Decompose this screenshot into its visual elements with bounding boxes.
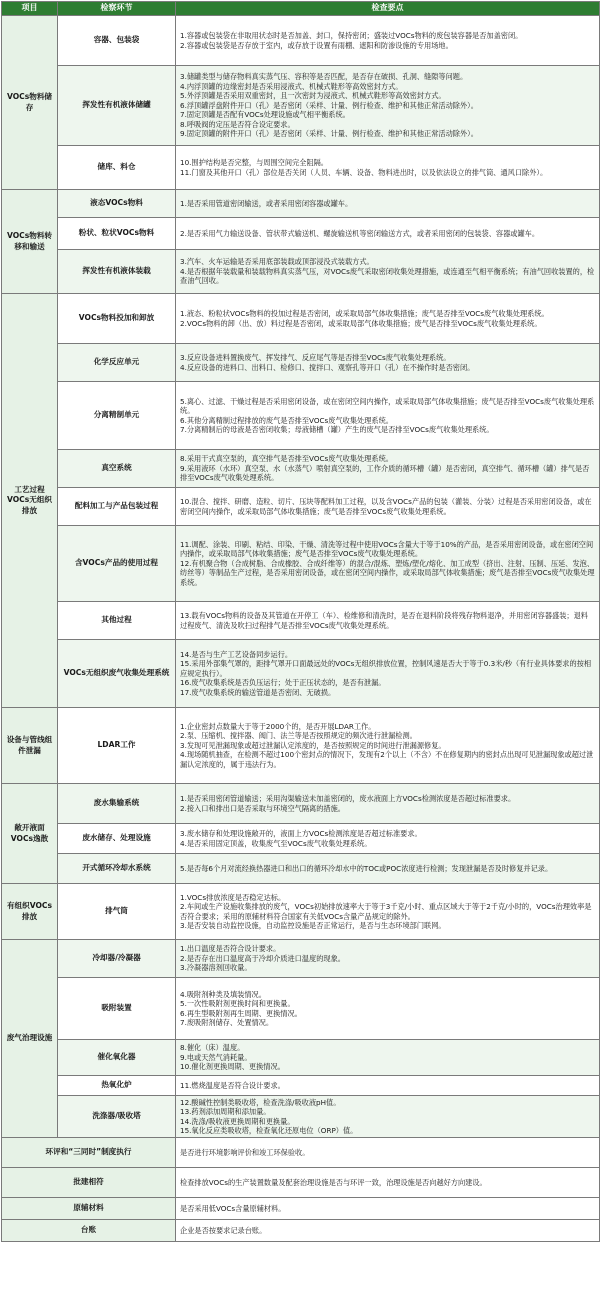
table-row (2, 978, 600, 1040)
category-cell: 有组织VOCs排放 (2, 884, 58, 940)
check-point-text: 2.泵、压缩机、搅拌器、阀门、法兰等是否按照规定的频次进行泄漏检测。 (180, 731, 417, 741)
table-row (2, 1096, 600, 1138)
check-points-cell (176, 940, 600, 978)
check-point-text: 2.是否存在出口温度高于冷却介质进口温度的现象。 (180, 953, 345, 963)
table-header-row (2, 2, 600, 16)
header-points: 检查要点 (176, 2, 600, 16)
check-point-text: 10.混合、搅拌、研磨、造粒、切片、压块等配料加工过程，以及含VOCs产品的包装（灌装、分装）过程是否采用密闭设备，或在密闭空间内操作，或采取局部气体收集措施；废气是否排至VOCs废气收集处理系统。 (180, 497, 592, 516)
table-row (2, 526, 600, 602)
check-points-cell (176, 1076, 600, 1096)
check-point-text: 6.浮顶罐浮盘附件开口（孔）是否密闭（采样、计量、例行检查、维护和其他正常活动除外）。 (180, 100, 478, 110)
check-point-text: 9.电或天然气消耗量。 (180, 1052, 252, 1062)
check-point-text: 8.采用干式真空泵的，真空排气是否排至VOCs废气收集处理系统。 (180, 454, 393, 464)
check-point-text: 11.门窗及其他开口（孔）部位是否关闭（人员、车辆、设备、物料进出时，以及依法设立的排气筒、通风口除外）。 (180, 167, 548, 177)
section-cell: 废水集输系统 (58, 784, 176, 824)
check-point-text: 1.出口温度是否符合设计要求。 (180, 944, 281, 954)
section-cell: VOCs物料投加和卸放 (58, 294, 176, 344)
table-row (2, 218, 600, 250)
check-points-cell (176, 1220, 600, 1242)
header-item: 项目 (2, 2, 58, 16)
footer-section-cell: 批建相符 (2, 1168, 176, 1198)
check-points-cell (176, 1168, 600, 1198)
check-point-text: 4.是否根据年装载量和装载物料真实蒸气压，对VOCs废气采取密闭收集处理措施，或连通至气相平衡系统；有油气回收装置的，检查油气回收。 (180, 266, 595, 286)
check-points-cell (176, 294, 600, 344)
check-point-text: 12.有机聚合物（合成树脂、合成橡胶、合成纤维等）的混合/混炼、塑炼/塑化/熔化、加工成型（挤出、注射、压制、压延、发泡、纺丝等）等制品生产过程，是否采用密闭设备，或在密闭空间内操作，或采取局部气体收集措施；废气是否排至VOCs废气收集处理系统。 (180, 558, 595, 587)
section-cell: 挥发性有机液体储罐 (58, 66, 176, 146)
check-points-cell (176, 16, 600, 66)
check-point-text: 3.汽车、火车运输是否采用底部装载或顶部浸没式装载方式。 (180, 257, 374, 267)
table-row (2, 344, 600, 382)
check-points-cell (176, 784, 600, 824)
check-point-text: 5.外浮顶罐是否采用双重密封，且一次密封为浸液式、机械式鞋形等高效密封方式。 (180, 91, 446, 101)
check-point-text: 6.其他分离精制过程排放的废气是否排至VOCs废气收集处理系统。 (180, 415, 393, 425)
table-row (2, 1168, 600, 1198)
section-cell: LDAR工作 (58, 708, 176, 784)
table-row (2, 884, 600, 940)
section-cell: 热氧化炉 (58, 1076, 176, 1096)
check-point-text: 4.吸附剂种类及填装情况。 (180, 989, 266, 999)
table-row (2, 250, 600, 294)
section-cell: 排气筒 (58, 884, 176, 940)
table-row (2, 450, 600, 488)
check-point-text: 10.围护结构是否完整，与周围空间完全阻隔。 (180, 158, 328, 167)
check-point-text: 15.氧化反应类吸收塔，检查氧化还原电位（ORP）值。 (180, 1126, 358, 1135)
table-row (2, 708, 600, 784)
table-body (2, 16, 600, 1242)
section-cell: 容器、包装袋 (58, 16, 176, 66)
check-point-text: 6.再生型吸附剂再生周期、更换情况。 (180, 1008, 302, 1018)
check-point-text: 16.废气收集系统是否负压运行；处于正压状态的，是否有泄漏。 (180, 678, 386, 688)
table-row (2, 940, 600, 978)
check-point-text: 是否采用低VOCs含量原辅材料。 (180, 1203, 286, 1213)
section-cell: 液态VOCs物料 (58, 190, 176, 218)
check-points-cell (176, 344, 600, 382)
check-points-cell (176, 854, 600, 884)
table-row (2, 1138, 600, 1168)
check-point-text: 检查排放VOCs的生产装置数量及配套治理设施是否与环评一致，治理设施是否向越好方向建设。 (180, 1177, 487, 1187)
check-points-cell (176, 1198, 600, 1220)
check-point-text: 企业是否按要求记录台账。 (180, 1225, 267, 1235)
section-cell: 配料加工与产品包装过程 (58, 488, 176, 526)
check-point-text: 5.一次性吸附剂更换时间和更换量。 (180, 999, 295, 1008)
check-point-text: 11.调配、涂装、印刷、粘结、印染、干燥、清洗等过程中使用VOCs含量大于等于10%的产品，是否采用密闭设备，或在密闭空间内操作，或采取局部气体收集措施；废气是否排至VOCs废气收集处理系统。 (180, 539, 594, 559)
check-point-text: 2.VOCs物料的卸（出、放）料过程是否密闭，或采取局部气体收集措施；废气是否排至VOCs废气收集处理系统。 (180, 318, 542, 328)
header-section: 检察环节 (58, 2, 176, 16)
check-point-text: 2.接入口和排出口是否采取与环境空气隔离的措施。 (180, 803, 345, 813)
check-point-text: 7.分离精制后的母液是否密闭收集；母液储槽（罐）产生的废气是否排至VOCs废气收集处理系统。 (180, 425, 494, 434)
check-points-cell (176, 488, 600, 526)
check-point-text: 13.载有VOCs物料的设备及其管道在开停工（车）、检维修和清洗时，是否在退料阶段将残存物料退净，并用密闭容器盛装；退料过程废气、清洗及吹扫过程排气是否排至VOCs废气收集处理系统。 (180, 611, 588, 630)
section-cell: 含VOCs产品的使用过程 (58, 526, 176, 602)
check-points-cell (176, 1040, 600, 1076)
table-row (2, 382, 600, 450)
check-points-cell (176, 708, 600, 784)
section-cell: 催化氧化器 (58, 1040, 176, 1076)
check-point-text: 3.废水储存和处理设施敞开的，液面上方VOCs检测浓度是否超过标准要求。 (180, 829, 422, 838)
check-point-text: 4.是否采用固定顶盖，收集废气至VOCs废气收集处理系统。 (180, 838, 372, 848)
section-cell: 冷却器/冷凝器 (58, 940, 176, 978)
check-points-cell (176, 526, 600, 602)
section-cell: 废水储存、处理设施 (58, 824, 176, 854)
table-row (2, 488, 600, 526)
check-point-text: 5.是否每6个月对流经换热器进口和出口的循环冷却水中的TOC或POC浓度进行检测；发现泄漏是否及时修复并记录。 (180, 863, 553, 873)
section-cell: 挥发性有机液体装载 (58, 250, 176, 294)
check-points-cell (176, 250, 600, 294)
table-row (2, 640, 600, 708)
footer-section-cell: 环评和“三同时”制度执行 (2, 1138, 176, 1168)
check-point-text: 12.酸碱性控制类吸收塔，检查洗涤/吸收液pH值。 (180, 1097, 341, 1107)
section-cell: 化学反应单元 (58, 344, 176, 382)
section-cell: 吸附装置 (58, 978, 176, 1040)
check-point-text: 9.采用液环（水环）真空泵、水（水蒸气）喷射真空泵的，工作介质的循环槽（罐）是否密闭，真空排气、循环槽（罐）排气是否排至VOCs废气收集处理系统。 (180, 463, 590, 483)
check-point-text: 1.容器或包装袋在非取用状态时是否加盖、封口，保持密闭；盛装过VOCs物料的废包装容器是否加盖密闭。 (180, 31, 523, 40)
table-row (2, 824, 600, 854)
check-points-cell (176, 218, 600, 250)
check-point-text: 1.企业密封点数量大于等于2000个的，是否开展LDAR工作。 (180, 721, 376, 731)
table-row (2, 784, 600, 824)
check-points-cell (176, 190, 600, 218)
section-cell: 分离精制单元 (58, 382, 176, 450)
category-cell: 工艺过程VOCs无组织排放 (2, 294, 58, 708)
table-row (2, 294, 600, 344)
check-point-text: 13.药剂添加周期和添加量。 (180, 1107, 271, 1116)
check-points-cell (176, 66, 600, 146)
table-row (2, 16, 600, 66)
section-cell: 开式循环冷却水系统 (58, 854, 176, 884)
table-row (2, 854, 600, 884)
check-points-cell (176, 978, 600, 1040)
check-point-text: 10.催化剂更换周期、更换情况。 (180, 1062, 285, 1072)
table-row (2, 602, 600, 640)
check-point-text: 14.是否与生产工艺设备同步运行。 (180, 649, 293, 659)
check-point-text: 5.离心、过滤、干燥过程是否采用密闭设备，或在密闭空间内操作，或采取局部气体收集措施；废气是否排至VOCs废气收集处理系统。 (180, 396, 595, 415)
check-point-text: 3.反应设备进料置换废气、挥发排气、反应尾气等是否排至VOCs废气收集处理系统。 (180, 353, 451, 362)
table-row (2, 146, 600, 190)
category-cell: VOCs物料储存 (2, 16, 58, 190)
table-row (2, 1040, 600, 1076)
table-row (2, 1198, 600, 1220)
check-point-text: 9.固定顶罐的附件开口（孔）是否密闭（采样、计量、例行检查、维护和其他正常活动除外）。 (180, 129, 478, 139)
check-point-text: 7.废吸附剂储存、处置情况。 (180, 1018, 274, 1027)
check-point-text: 3.储罐类型与储存物料真实蒸气压、容积等是否匹配，是否存在破损、孔洞、缝隙等问题。 (180, 72, 468, 82)
section-cell: 储库、料仓 (58, 146, 176, 190)
check-point-text: 1.VOCs排放浓度是否稳定达标。 (180, 892, 286, 902)
check-points-cell (176, 1096, 600, 1138)
check-point-text: 7.固定顶罐是否配有VOCs处理设施或气相平衡系统。 (180, 110, 350, 120)
check-point-text: 2.容器或包装袋是否存放于室内，或存放于设置有雨棚、遮阳和防渗设施的专用场地。 (180, 40, 453, 50)
section-cell: 粉状、粒状VOCs物料 (58, 218, 176, 250)
check-points-cell (176, 824, 600, 854)
check-point-text: 2.是否采用气力输送设备、管状带式输送机、螺旋输送机等密闭输送方式，或者采用密闭的包装袋、容器或罐车。 (180, 228, 540, 238)
check-point-text: 14.洗涤/吸收液更换周期和更换量。 (180, 1116, 295, 1126)
check-point-text: 8.呼吸阀的定压是否符合设定要求。 (180, 119, 295, 129)
check-point-text: 4.现场随机抽查，在检测不超过100个密封点的情况下，发现有2个以上（不含）不在修复期内的密封点出现可见泄漏现象或超过泄漏认定浓度的，属于违法行为。 (180, 750, 594, 769)
check-point-text: 3.发现可见泄漏现象或超过泄漏认定浓度的，是否按照规定的时间进行泄漏源修复。 (180, 740, 446, 750)
category-cell: 敞开液面VOCs逸散 (2, 784, 58, 884)
check-point-text: 8.催化（床）温度。 (180, 1043, 245, 1053)
check-points-cell (176, 602, 600, 640)
section-cell: 真空系统 (58, 450, 176, 488)
check-point-text: 1.是否采用管道密闭输送，或者采用密闭容器或罐车。 (180, 198, 353, 208)
category-cell: VOCs物料转移和输送 (2, 190, 58, 294)
check-points-cell (176, 146, 600, 190)
table-row (2, 1220, 600, 1242)
check-point-text: 4.内浮顶罐的边缘密封是否采用浸液式、机械式鞋形等高效密封方式。 (180, 81, 403, 91)
check-points-cell (176, 1138, 600, 1168)
table-row (2, 190, 600, 218)
check-points-cell (176, 450, 600, 488)
check-point-text: 2.车间或生产设施收集排放的废气，VOCs初始排放速率大于等于3千克/小时、重点区域大于等于2千克/小时的，VOCs治理效率是否符合要求；采用的原辅材料符合国家有关低VOCs含量产品规定的除外。 (180, 902, 592, 921)
inspection-table (1, 1, 600, 1242)
check-point-text: 11.燃烧温度是否符合设计要求。 (180, 1080, 285, 1090)
check-point-text: 4.反应设备的进料口、出料口、检修口、搅拌口、观察孔等开口（孔）在不操作时是否密闭。 (180, 362, 475, 372)
check-points-cell (176, 382, 600, 450)
check-point-text: 1.液态、粉粒状VOCs物料的投加过程是否密闭，或采取局部气体收集措施；废气是否排至VOCs废气收集处理系统。 (180, 309, 549, 318)
check-points-cell (176, 640, 600, 708)
check-point-text: 3.是否安装自动监控设施，自动监控设施是否正常运行，是否与生态环境部门联网。 (180, 921, 446, 930)
category-cell: 废气治理设施 (2, 940, 58, 1138)
check-point-text: 17.废气收集系统的输送管道是否密闭、无破损。 (180, 687, 336, 697)
section-cell: 其他过程 (58, 602, 176, 640)
check-point-text: 15.采用外部集气罩的，距排气罩开口面最远处的VOCs无组织排放位置，控制风速是否大于等于0.3米/秒（有行业具体要求的按相应规定执行）。 (180, 659, 592, 678)
check-point-text: 3.冷凝器溶剂回收量。 (180, 963, 252, 973)
section-cell: VOCs无组织废气收集处理系统 (58, 640, 176, 708)
table-row (2, 66, 600, 146)
table-row (2, 1076, 600, 1096)
footer-section-cell: 台账 (2, 1220, 176, 1242)
check-points-cell (176, 884, 600, 940)
footer-section-cell: 原辅材料 (2, 1198, 176, 1220)
check-point-text: 1.是否采用密闭管道输送；采用沟渠输送未加盖密闭的，废水液面上方VOCs检测浓度是否超过标准要求。 (180, 794, 516, 803)
category-cell: 设备与管线组件泄漏 (2, 708, 58, 784)
check-point-text: 是否进行环境影响评价和竣工环保验收。 (180, 1147, 310, 1157)
section-cell: 洗涤器/吸收塔 (58, 1096, 176, 1138)
